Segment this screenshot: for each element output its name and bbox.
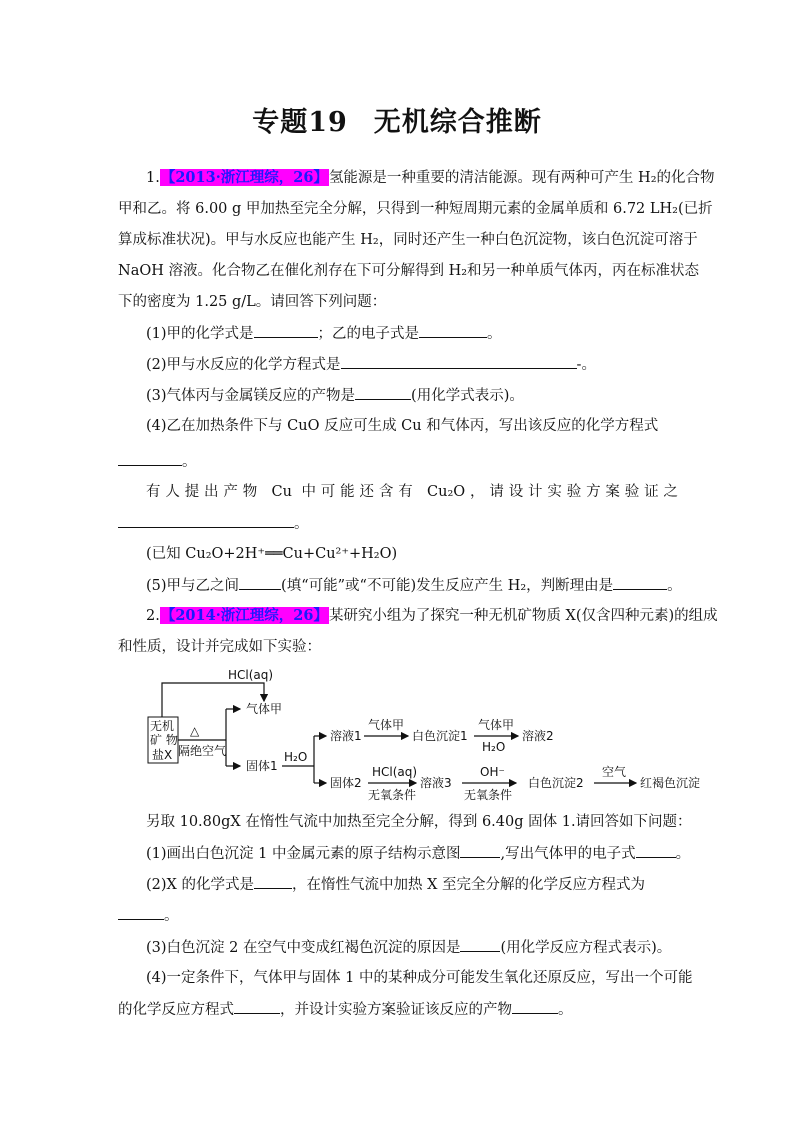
q1-p1-text-b: ；乙的电子式是	[317, 326, 420, 342]
q1-p2-end: -。	[576, 357, 596, 373]
q2-line-2: 和性质，设计并完成如下实验：	[118, 639, 321, 655]
label-hcl-top: HCl(aq)	[228, 668, 274, 682]
q1-p4-end: 。	[182, 454, 197, 470]
q1-line-1	[146, 168, 715, 188]
q1-line-3: 算成标准状况)。甲与水反应也能产生 H₂，同时还产生一种白色沉淀物，该白色沉淀可溶于	[118, 232, 698, 248]
label-gas-a2: 气体甲	[368, 718, 405, 732]
q1-text-1: 氢能源是一种重要的清洁能源。现有两种可产生 H₂的化合物	[328, 170, 715, 186]
label-anox2: 无氧条件	[464, 788, 513, 802]
q2-part-1	[146, 843, 706, 864]
q1-part-1	[146, 323, 706, 344]
answer-blank[interactable]	[341, 354, 577, 369]
answer-blank[interactable]	[118, 905, 164, 920]
label-redbrown: 红褐色沉淀	[640, 776, 701, 790]
page-title	[0, 100, 794, 139]
answer-blank[interactable]	[460, 937, 500, 952]
q2-part-2	[146, 874, 706, 895]
answer-blank[interactable]	[118, 513, 294, 528]
answer-blank[interactable]	[234, 999, 280, 1014]
answer-blank[interactable]	[355, 385, 411, 400]
q1-number: 1.	[146, 170, 160, 186]
q1-p5-end: 。	[667, 578, 682, 594]
label-heat: △	[190, 724, 200, 738]
label-solid2: 固体2	[330, 776, 362, 790]
q1-line-4: NaOH 溶液。化合物乙在催化剂存在下可分解得到 H₂和另一种单质气体丙，丙在标准状态	[118, 263, 700, 279]
answer-blank[interactable]	[613, 575, 667, 590]
answer-blank[interactable]	[239, 575, 281, 590]
q2-source-tag: 【2014·浙江理综，26】	[160, 607, 328, 624]
q2-part-4-answer	[118, 999, 678, 1020]
q1-p5-text: (5)甲与乙之间	[146, 578, 240, 594]
q1-p2-text: (2)甲与水反应的化学方程式是	[146, 357, 341, 373]
label-air: 空气	[602, 765, 627, 779]
q1-part-2	[146, 354, 706, 375]
label-x-2: 矿 物	[150, 733, 178, 747]
q1-p3-end: (用化学式表示)。	[411, 388, 524, 404]
label-gas-a3: 气体甲	[478, 718, 515, 732]
label-sol1: 溶液1	[330, 729, 362, 743]
q1-p1-end: 。	[487, 326, 502, 342]
label-anox1: 无氧条件	[368, 788, 417, 802]
q1-part-4: (4)乙在加热条件下与 CuO 反应可生成 Cu 和气体丙，写出该反应的化学方程式	[146, 418, 659, 434]
q2-p2-end: 。	[164, 908, 179, 924]
q1-part-5	[146, 575, 706, 596]
q1-part-4-extra-answer	[118, 513, 678, 534]
q2-p3-end: (用化学反应方程式表示)。	[500, 940, 672, 956]
q1-line-2: 甲和乙。将 6.00 g 甲加热至完全分解，只得到一种短周期元素的金属单质和 6.72 LH₂(已折	[118, 201, 713, 217]
q1-p5-text-b: (填“可能”或“不可能)发生反应产生 H₂，判断理由是	[281, 578, 614, 594]
label-x-3: 盐X	[152, 748, 173, 762]
label-solid1: 固体1	[246, 759, 278, 773]
label-sol3: 溶液3	[420, 776, 452, 790]
q2-p3-text: (3)白色沉淀 2 在空气中变成红褐色沉淀的原因是	[146, 940, 461, 956]
label-water2: H₂O	[482, 740, 506, 754]
q2-line-1	[146, 606, 718, 626]
q1-known-equation: (已知 Cu₂O+2H⁺══Cu+Cu²⁺+H₂O)	[146, 546, 398, 562]
q2-line-3: 另取 10.80gX 在惰性气流中加热至完全分解，得到 6.40g 固体 1.请回答如下问题：	[146, 814, 692, 830]
label-sol2: 溶液2	[522, 729, 554, 743]
label-white1: 白色沉淀1	[412, 729, 468, 743]
q2-p2-text-b: ，在惰性气流中加热 X 至完全分解的化学反应方程式为	[291, 877, 646, 893]
q2-p1-text: (1)画出白色沉淀 1 中金属元素的原子结构示意图	[146, 846, 461, 862]
q2-part-2-answer	[118, 905, 678, 926]
label-x-1: 无机	[150, 719, 175, 733]
q1-p4-extra-end: 。	[294, 516, 309, 532]
q2-p4-text-b: ，并设计实验方案验证该反应的产物	[280, 1002, 512, 1018]
q1-part-4-answer	[118, 451, 678, 472]
label-isolate: 隔绝空气	[178, 744, 227, 758]
q1-line-5: 下的密度为 1.25 g/L。请回答下列问题：	[118, 294, 387, 310]
label-gas-a: 气体甲	[246, 702, 283, 716]
q2-p4-text: 的化学反应方程式	[118, 1002, 234, 1018]
q1-part-4-extra: 有人提出产物 Cu 中可能还含有 Cu₂O，请设计实验方案验证之	[146, 484, 678, 500]
q2-p4-end: 。	[558, 1002, 573, 1018]
label-oh: OH⁻	[480, 765, 505, 779]
q1-p1-text: (1)甲的化学式是	[146, 326, 254, 342]
q1-source-tag: 【2013·浙江理综，26】	[160, 169, 328, 186]
q2-p1-end: 。	[675, 846, 691, 862]
q2-part-3	[146, 937, 706, 958]
answer-blank[interactable]	[254, 323, 318, 338]
answer-blank[interactable]	[636, 843, 676, 858]
title-subject: 无机综合推断	[373, 107, 542, 138]
label-hcl2: HCl(aq)	[372, 765, 418, 779]
label-white2: 白色沉淀2	[528, 776, 584, 790]
answer-blank[interactable]	[460, 843, 500, 858]
answer-blank[interactable]	[118, 451, 182, 466]
q2-part-4: (4)一定条件下，气体甲与固体 1 中的某种成分可能发生氧化还原反应，写出一个可能	[146, 970, 693, 986]
q2-number: 2.	[146, 608, 160, 624]
q1-part-3	[146, 385, 706, 406]
label-water: H₂O	[284, 750, 308, 764]
answer-blank[interactable]	[512, 999, 558, 1014]
answer-blank[interactable]	[254, 874, 292, 889]
q2-p2-text: (2)X 的化学式是	[146, 877, 254, 893]
q2-text-1: 某研究小组为了探究一种无机矿物质 X(仅含四种元素)的组成	[328, 608, 718, 624]
q2-p1-text-b: ,写出气体甲的电子式	[500, 846, 636, 862]
title-topic: 专题19	[252, 107, 348, 138]
q1-p3-text: (3)气体丙与金属镁反应的产物是	[146, 388, 356, 404]
experiment-flow-diagram	[146, 665, 706, 805]
answer-blank[interactable]	[419, 323, 487, 338]
